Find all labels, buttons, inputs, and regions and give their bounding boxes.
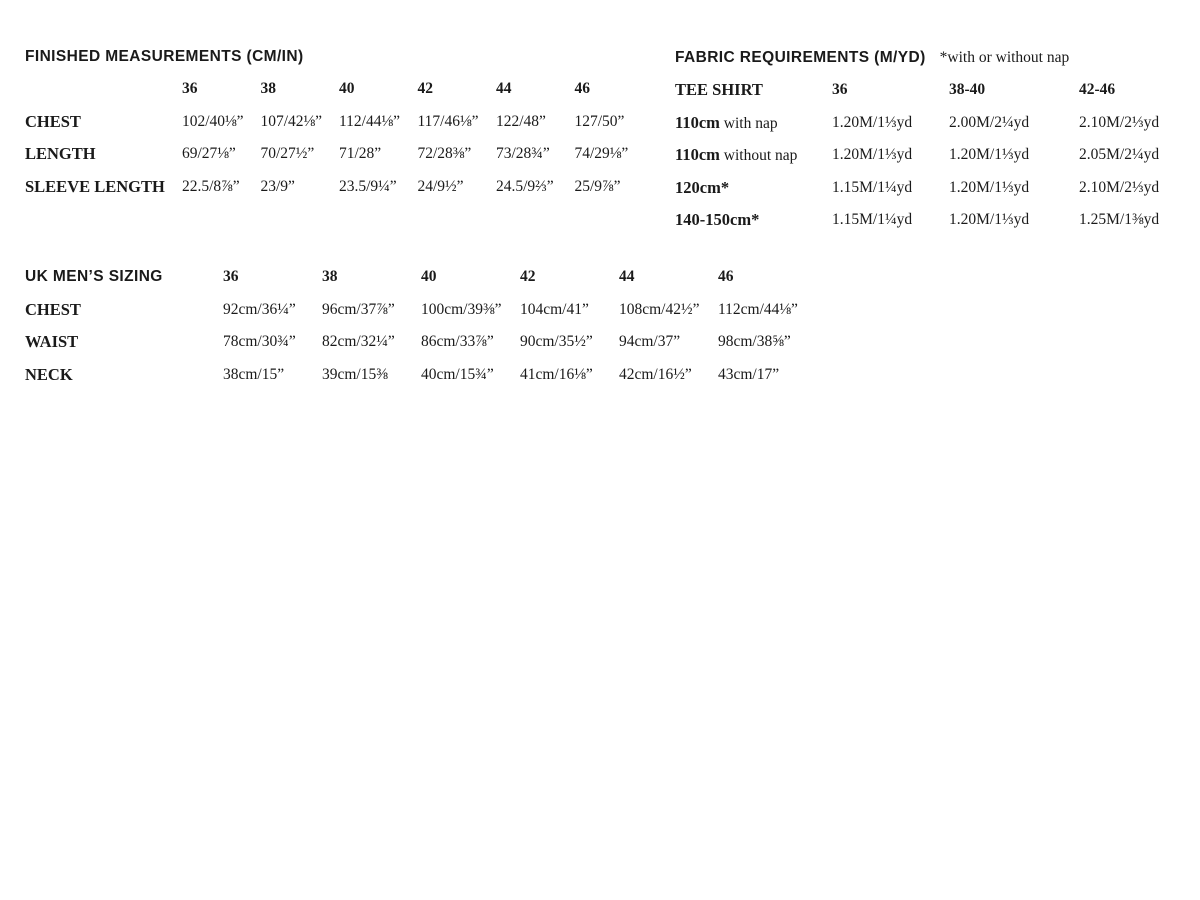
size-header: 36	[182, 80, 198, 98]
size-header: 36	[223, 268, 239, 286]
size-header: 38	[260, 80, 276, 98]
nap-note: *with or without nap	[939, 49, 1070, 66]
table-cell: 78cm/30¾”	[223, 333, 296, 351]
table-cell: 23.5/9¼”	[339, 177, 397, 195]
table-cell: 43cm/17”	[718, 365, 780, 383]
table-cell: 94cm/37”	[619, 333, 681, 351]
table-cell: 1.20M/1⅓yd	[832, 113, 913, 131]
table-row	[25, 294, 817, 327]
table-cell: 1.25M/1⅜yd	[1079, 211, 1160, 229]
table-cell: 108cm/42½”	[619, 300, 700, 318]
finished-measurements-title: FINISHED MEASUREMENTS (CM/IN)	[25, 48, 304, 65]
size-header: 42-46	[1079, 81, 1116, 99]
table-row	[675, 107, 1177, 140]
table-cell: 73/28¾”	[496, 145, 550, 163]
table-cell: 2.10M/2⅓yd	[1079, 178, 1160, 196]
table-row	[25, 326, 817, 359]
fabric-width: 120cm*	[675, 177, 730, 197]
table-cell: 2.10M/2⅓yd	[1079, 113, 1160, 131]
uk-mens-sizing-table	[25, 261, 817, 391]
table-cell: 82cm/32¼”	[322, 333, 395, 351]
size-header: 46	[718, 268, 734, 286]
table-cell: 1.15M/1¼yd	[832, 178, 913, 196]
table-cell: 112cm/44⅛”	[718, 300, 798, 318]
uk-mens-sizing-title: UK MEN’S SIZING	[25, 268, 163, 286]
table-cell: 117/46⅛”	[417, 112, 479, 130]
size-header: 44	[619, 268, 635, 286]
row-label: CHEST	[25, 299, 81, 319]
row-label: SLEEVE LENGTH	[25, 176, 165, 196]
size-header: 38-40	[949, 81, 986, 99]
table-cell: 98cm/38⅝”	[718, 333, 791, 351]
table-cell: 1.20M/1⅓yd	[949, 146, 1030, 164]
table-cell: 72/28⅜”	[417, 145, 472, 163]
table-row	[25, 171, 653, 204]
row-label: NECK	[25, 364, 73, 384]
table-cell: 39cm/15⅜	[322, 365, 388, 383]
table-cell: 86cm/33⅞”	[421, 333, 494, 351]
table-cell: 112/44⅛”	[339, 112, 400, 130]
row-label	[675, 204, 832, 237]
table-row	[25, 106, 653, 139]
row-label	[675, 107, 832, 140]
fabric-requirements-heading	[675, 49, 1069, 67]
nap-option: with nap	[719, 114, 778, 132]
table-cell: 70/27½”	[260, 145, 315, 163]
table-cell: 100cm/39⅜”	[421, 300, 502, 318]
size-header: 46	[574, 80, 590, 98]
table-cell: 102/40⅛”	[182, 112, 244, 130]
table-cell: 122/48”	[496, 112, 546, 130]
fabric-width: 110cm	[675, 145, 720, 165]
table-cell: 71/28”	[339, 145, 382, 163]
table-cell: 25/9⅞”	[574, 177, 621, 195]
fabric-width: 110cm	[675, 112, 720, 132]
table-cell: 38cm/15”	[223, 365, 285, 383]
size-header: 44	[496, 80, 512, 98]
fabric-requirements-table	[675, 74, 1177, 237]
table-cell: 1.20M/1⅓yd	[832, 146, 913, 164]
table-cell: 96cm/37⅞”	[322, 300, 395, 318]
size-header: 42	[520, 268, 536, 286]
row-label: WAIST	[25, 332, 79, 352]
size-header: 42	[417, 80, 433, 98]
table-row	[25, 359, 817, 392]
table-cell: 1.15M/1¼yd	[832, 211, 913, 229]
table-cell: 1.20M/1⅓yd	[949, 211, 1030, 229]
table-cell: 69/27⅛”	[182, 145, 236, 163]
table-header-row	[25, 261, 817, 294]
fabric-requirements-title: FABRIC REQUIREMENTS (M/YD)	[675, 49, 926, 66]
fabric-width: 140-150cm*	[675, 210, 760, 230]
table-row	[675, 172, 1177, 205]
row-label	[675, 172, 832, 205]
table-cell: 1.20M/1⅓yd	[949, 178, 1030, 196]
table-cell: 40cm/15¾”	[421, 365, 494, 383]
table-row	[25, 138, 653, 171]
row-label	[675, 139, 832, 172]
header-spacer	[25, 73, 182, 106]
table-row	[675, 139, 1177, 172]
table-header-row	[675, 74, 1177, 107]
table-cell: 24.5/9⅔”	[496, 177, 554, 195]
table-cell: 24/9½”	[417, 177, 464, 195]
table-cell: 104cm/41”	[520, 300, 589, 318]
size-header: 40	[339, 80, 355, 98]
row-label: LENGTH	[25, 144, 96, 164]
table-cell: 41cm/16⅛”	[520, 365, 593, 383]
table-cell: 127/50”	[574, 112, 625, 130]
table-cell: 23/9”	[260, 177, 295, 195]
nap-option: without nap	[719, 147, 798, 165]
size-header: 40	[421, 268, 437, 286]
garment-header: TEE SHIRT	[675, 80, 763, 100]
table-cell: 42cm/16½”	[619, 365, 692, 383]
table-cell: 22.5/8⅞”	[182, 177, 240, 195]
table-row	[675, 204, 1177, 237]
table-cell: 2.00M/2¼yd	[949, 113, 1030, 131]
table-cell: 2.05M/2¼yd	[1079, 146, 1160, 164]
size-header: 38	[322, 268, 338, 286]
row-label: CHEST	[25, 111, 81, 131]
table-cell: 107/42⅛”	[260, 112, 323, 130]
table-cell: 92cm/36¼”	[223, 300, 296, 318]
table-cell: 90cm/35½”	[520, 333, 593, 351]
finished-measurements-table	[25, 73, 653, 203]
table-cell: 74/29⅛”	[574, 145, 629, 163]
size-header: 36	[832, 81, 848, 99]
table-header-row	[25, 73, 653, 106]
